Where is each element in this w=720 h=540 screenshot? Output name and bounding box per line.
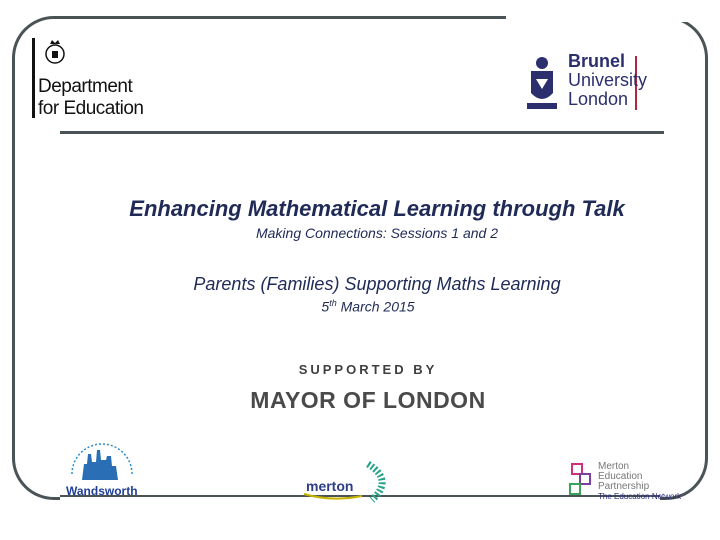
brunel-line3: London — [568, 89, 629, 109]
wandsworth-logo — [62, 440, 142, 500]
date-rest: March 2015 — [336, 298, 415, 315]
brunel-line2: University — [568, 70, 648, 90]
frame-gap-top — [506, 10, 716, 22]
mayor-of-london-logo: MAYOR OF LONDON — [250, 387, 486, 413]
mep-label — [598, 462, 681, 502]
merton-label: merton — [306, 478, 354, 494]
date-suffix: th — [329, 298, 337, 308]
dfe-logo — [32, 38, 162, 123]
royal-crest-icon — [40, 38, 70, 68]
header-divider — [60, 131, 664, 134]
brunel-logo — [568, 52, 647, 109]
mep-line3: Partnership — [598, 481, 650, 492]
dfe-logo-line2: for Education — [38, 98, 144, 119]
brunel-crest-icon — [525, 55, 559, 111]
slide-title: Enhancing Mathematical Learning through Talk — [129, 196, 625, 221]
brunel-line1: Brunel — [568, 51, 626, 71]
wandsworth-skyline-icon — [62, 440, 142, 484]
dfe-logo-bar — [32, 38, 35, 118]
merton-logo — [302, 460, 397, 504]
slide-date — [0, 298, 720, 315]
mep-logo — [568, 460, 688, 500]
supported-by-label: SUPPORTED BY — [298, 362, 438, 377]
mep-line2: Education — [598, 471, 643, 482]
mep-line1: Merton — [598, 461, 630, 472]
slide-subtitle: Making Connections: Sessions 1 and 2 — [255, 225, 499, 241]
mep-puzzle-icon — [568, 462, 594, 498]
slide-title-2: Parents (Families) Supporting Maths Learning — [193, 274, 561, 294]
dfe-logo-line1: Department — [38, 76, 133, 97]
wandsworth-label: Wandsworth — [66, 484, 138, 498]
mep-tagline: The Education Network — [598, 492, 682, 501]
date-day: 5 — [321, 298, 330, 315]
